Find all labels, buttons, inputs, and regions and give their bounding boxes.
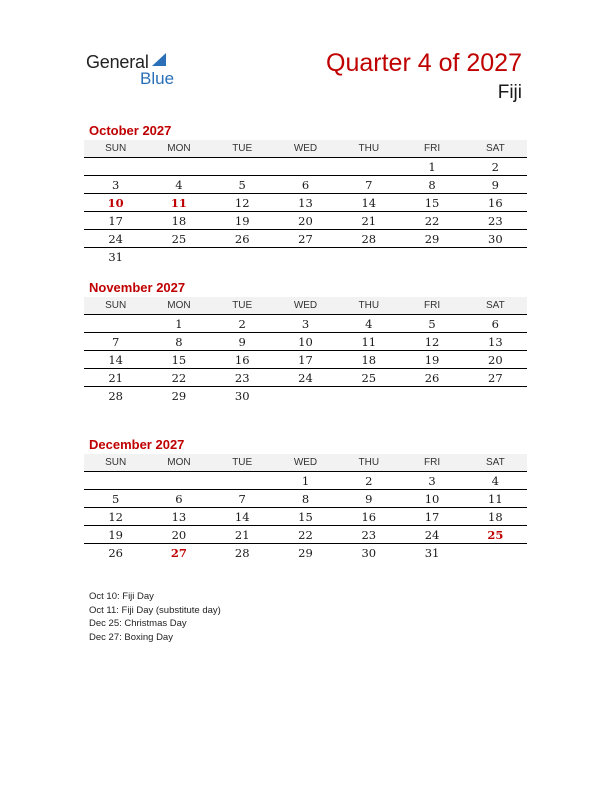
holiday-note: Dec 27: Boxing Day [89, 631, 173, 643]
weekday-header: WED [274, 454, 337, 472]
day-cell: 2 [211, 315, 274, 333]
day-cell: 18 [464, 508, 527, 526]
day-cell: 14 [337, 194, 400, 212]
weekday-header: FRI [400, 454, 463, 472]
day-cell: 5 [84, 490, 147, 508]
day-cell: 16 [337, 508, 400, 526]
empty-cell [84, 315, 147, 333]
weekday-header: SUN [84, 297, 147, 315]
week-row [84, 212, 527, 230]
day-cell: 19 [211, 212, 274, 230]
weekday-header: SAT [464, 140, 527, 158]
empty-cell [464, 248, 527, 266]
day-cell: 12 [211, 194, 274, 212]
week-row [84, 508, 527, 526]
day-cell: 7 [84, 333, 147, 351]
week-row [84, 369, 527, 387]
day-cell: 21 [211, 526, 274, 544]
weekday-header: MON [147, 454, 210, 472]
holiday-day-cell: 25 [464, 526, 527, 544]
day-cell: 21 [337, 212, 400, 230]
day-cell: 9 [464, 176, 527, 194]
holiday-note: Dec 25: Christmas Day [89, 618, 187, 629]
day-cell: 4 [147, 176, 210, 194]
logo-blue-text: Blue [140, 69, 175, 88]
page-title: Quarter 4 of 2027 [326, 49, 522, 77]
day-cell: 1 [147, 315, 210, 333]
day-cell: 31 [108, 249, 123, 264]
day-cell: 19 [400, 351, 463, 369]
month-calendar [84, 436, 527, 561]
weekday-header: MON [147, 140, 210, 158]
day-cell: 22 [147, 369, 210, 387]
day-cell: 1 [400, 158, 463, 176]
day-cell: 2 [337, 472, 400, 490]
calendar-grid [84, 140, 527, 265]
day-cell: 28 [234, 545, 250, 560]
calendar-grid [84, 297, 527, 404]
empty-cell [211, 248, 274, 266]
weekday-header: SAT [464, 297, 527, 315]
week-row [84, 194, 527, 212]
day-cell: 5 [211, 176, 274, 194]
day-cell: 4 [337, 315, 400, 333]
day-cell: 31 [424, 545, 440, 560]
empty-cell [274, 387, 337, 405]
day-cell: 12 [84, 508, 147, 526]
empty-cell [337, 387, 400, 405]
weekday-header: TUE [211, 454, 274, 472]
week-row [84, 490, 527, 508]
week-row [84, 176, 527, 194]
day-cell: 29 [298, 545, 313, 560]
day-cell: 8 [274, 490, 337, 508]
day-cell: 23 [337, 526, 400, 544]
empty-cell [274, 248, 337, 266]
day-cell: 16 [211, 351, 274, 369]
week-row [84, 333, 527, 351]
day-cell: 6 [464, 315, 527, 333]
day-cell: 13 [464, 333, 527, 351]
day-cell: 16 [464, 194, 527, 212]
logo-general-text: General [86, 52, 149, 72]
day-cell: 11 [337, 333, 400, 351]
country-name: Fiji [497, 82, 522, 103]
empty-cell [464, 387, 527, 405]
month-title: October 2027 [89, 123, 172, 138]
weekday-header: THU [337, 140, 400, 158]
empty-cell [147, 472, 210, 490]
day-cell: 21 [84, 369, 147, 387]
holiday-day-cell: 10 [84, 194, 147, 212]
day-cell: 13 [274, 194, 337, 212]
day-cell: 6 [274, 176, 337, 194]
day-cell: 10 [400, 490, 463, 508]
month-calendar [84, 122, 527, 265]
week-row [84, 544, 527, 562]
empty-cell [147, 158, 210, 176]
day-cell: 26 [108, 545, 123, 560]
day-cell: 25 [147, 230, 210, 248]
day-cell: 8 [400, 176, 463, 194]
day-cell: 3 [400, 472, 463, 490]
day-cell: 13 [147, 508, 210, 526]
day-cell: 30 [464, 230, 527, 248]
empty-cell [337, 248, 400, 266]
day-cell: 27 [464, 369, 527, 387]
day-cell: 20 [274, 212, 337, 230]
month-title: December 2027 [89, 437, 185, 452]
weekday-header: WED [274, 140, 337, 158]
day-cell: 19 [84, 526, 147, 544]
day-cell: 11 [464, 490, 527, 508]
weekday-header: THU [337, 454, 400, 472]
day-cell: 20 [464, 351, 527, 369]
empty-cell [211, 158, 274, 176]
weekday-header: SAT [464, 454, 527, 472]
logo-flag-icon [152, 53, 166, 66]
day-cell: 15 [274, 508, 337, 526]
day-cell: 14 [211, 508, 274, 526]
weekday-header: FRI [400, 140, 463, 158]
day-cell: 30 [234, 388, 250, 403]
day-cell: 10 [274, 333, 337, 351]
day-cell: 29 [400, 230, 463, 248]
day-cell: 1 [274, 472, 337, 490]
holiday-day-cell: 27 [170, 545, 187, 560]
day-cell: 23 [464, 212, 527, 230]
day-cell: 12 [400, 333, 463, 351]
day-cell: 29 [171, 388, 187, 403]
week-row [84, 158, 527, 176]
day-cell: 17 [84, 212, 147, 230]
day-cell: 26 [211, 230, 274, 248]
day-cell: 17 [274, 351, 337, 369]
logo [86, 52, 196, 92]
empty-cell [400, 248, 463, 266]
day-cell: 7 [211, 490, 274, 508]
empty-cell [274, 158, 337, 176]
day-cell: 23 [211, 369, 274, 387]
weekday-header: FRI [400, 297, 463, 315]
day-cell: 24 [84, 230, 147, 248]
calendar-grid [84, 454, 527, 561]
day-cell: 18 [337, 351, 400, 369]
weekday-header: SUN [84, 140, 147, 158]
empty-cell [464, 544, 527, 562]
day-cell: 2 [464, 158, 527, 176]
empty-cell [337, 158, 400, 176]
holiday-note: Oct 10: Fiji Day [89, 591, 154, 602]
day-cell: 24 [274, 369, 337, 387]
day-cell: 17 [400, 508, 463, 526]
week-row [84, 351, 527, 369]
day-cell: 15 [147, 351, 210, 369]
weekday-header: WED [274, 297, 337, 315]
week-row [84, 526, 527, 544]
day-cell: 20 [147, 526, 210, 544]
day-cell: 24 [400, 526, 463, 544]
day-cell: 27 [274, 230, 337, 248]
day-cell: 3 [274, 315, 337, 333]
week-row [84, 472, 527, 490]
day-cell: 28 [108, 388, 123, 403]
month-calendar [84, 279, 527, 404]
day-cell: 18 [147, 212, 210, 230]
weekday-header: SUN [84, 454, 147, 472]
empty-cell [147, 248, 210, 266]
week-row [84, 248, 527, 266]
empty-cell [211, 472, 274, 490]
day-cell: 30 [361, 545, 377, 560]
day-cell: 7 [337, 176, 400, 194]
day-cell: 26 [400, 369, 463, 387]
day-cell: 25 [337, 369, 400, 387]
weekday-header: THU [337, 297, 400, 315]
month-title: November 2027 [89, 280, 186, 295]
day-cell: 28 [337, 230, 400, 248]
holiday-note: Oct 11: Fiji Day (substitute day) [89, 604, 221, 616]
empty-cell [84, 158, 147, 176]
day-cell: 22 [274, 526, 337, 544]
day-cell: 14 [84, 351, 147, 369]
day-cell: 8 [147, 333, 210, 351]
week-row [84, 387, 527, 405]
day-cell: 5 [400, 315, 463, 333]
holiday-day-cell: 11 [147, 194, 210, 212]
weekday-header: TUE [211, 140, 274, 158]
empty-cell [84, 472, 147, 490]
day-cell: 22 [400, 212, 463, 230]
empty-cell [400, 387, 463, 405]
day-cell: 15 [400, 194, 463, 212]
holiday-notes [89, 590, 221, 644]
week-row [84, 315, 527, 333]
day-cell: 9 [211, 333, 274, 351]
day-cell: 3 [84, 176, 147, 194]
week-row [84, 230, 527, 248]
day-cell: 9 [337, 490, 400, 508]
day-cell: 4 [464, 472, 527, 490]
weekday-header: MON [147, 297, 210, 315]
weekday-header: TUE [211, 297, 274, 315]
day-cell: 6 [147, 490, 210, 508]
